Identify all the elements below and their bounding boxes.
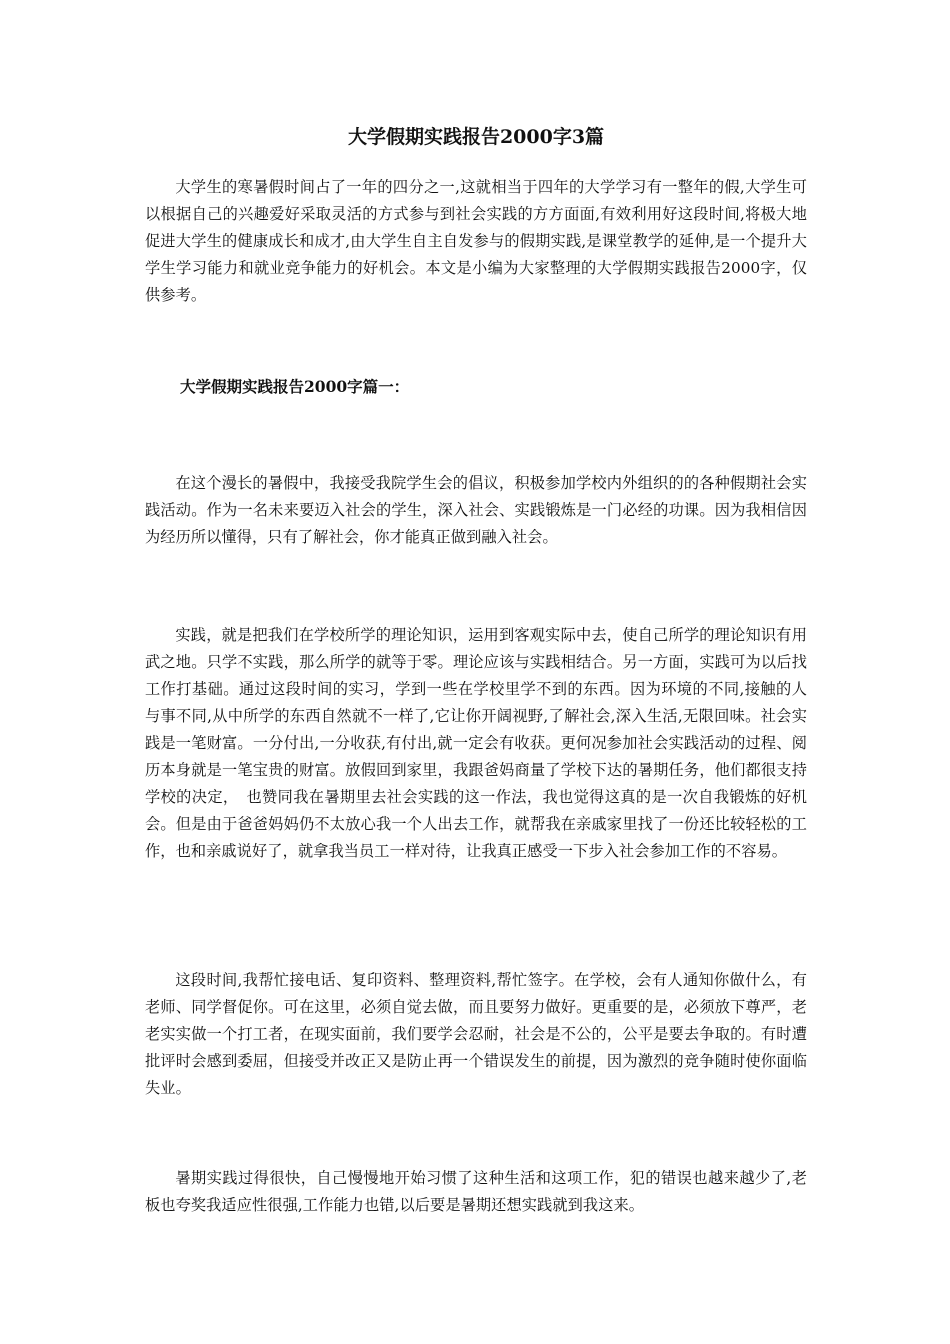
body-paragraph-3: 这段时间,我帮忙接电话、复印资料、整理资料,帮忙签字。在学校，会有人通知你做什么，有老师、同学督促你。可在这里，必须自觉去做，而且要努力做好。更重要的是，必须放下尊严，老老实实做一个打工者，在现实面前，我们要学会忍耐，社会是不公的，公平是要去争取的。有时遭批评时会感到委屈，但接受并改正又是防止再一个错误发生的前提，因为激烈的竞争随时使你面临失业。: [145, 971, 807, 1097]
document-title: 大学假期实践报告2000字3篇: [347, 126, 605, 148]
body-paragraph-2: 实践，就是把我们在学校所学的理论知识，运用到客观实际中去，使自己所学的理论知识有用武之地。只学不实践，那么所学的就等于零。理论应该与实践相结合。另一方面，实践可为以后找工作打基础。通过这段时间的实习，学到一些在学校里学不到的东西。因为环境的不同,接触的人与事不同,从中所学的东西自然就不一样了,它让你开阔视野,了解社会,深入生活,无限回味。社会实践是一笔财富。一分付出,一分收获,有付出,就一定会有收获。更何况参加社会实践活动的过程、阅历本身就是一笔宝贵的财富。放假回到家里，我跟爸妈商量了学校下达的暑期任务，他们都很支持学校的决定， 也赞同我在暑期里去社会实践的这一作法，我也觉得这真的是一次自我锻炼的好机会。但是由于爸爸妈妈仍不太放心我一个人出去工作，就帮我在亲戚家里找了一份还比较轻松的工作，也和亲戚说好了，就拿我当员工一样对待，让我真正感受一下步入社会参加工作的不容易。: [145, 626, 807, 860]
body-paragraph-1: 在这个漫长的暑假中，我接受我院学生会的倡议，积极参加学校内外组织的的各种假期社会实践活动。作为一名未来要迈入社会的学生，深入社会、实践锻炼是一门必经的功课。因为我相信因为经历所以懂得，只有了解社会，你才能真正做到融入社会。: [145, 474, 807, 546]
body-paragraph-4: 暑期实践过得很快，自己慢慢地开始习惯了这种生活和这项工作，犯的错误也越来越少了,老板也夸奖我适应性很强,工作能力也错,以后要是暑期还想实践就到我这来。: [145, 1169, 807, 1214]
section-heading: 大学假期实践报告2000字篇一：: [180, 377, 410, 396]
intro-paragraph: 大学生的寒暑假时间占了一年的四分之一,这就相当于四年的大学学习有一整年的假,大学生可以根据自己的兴趣爱好采取灵活的方式参与到社会实践的方方面面,有效利用好这段时间,将极大地促进大学生的健康成长和成才,由大学生自主自发参与的假期实践,是课堂教学的延伸,是一个提升大学生学习能力和就业竞争能力的好机会。本文是小编为大家整理的大学假期实践报告2000字，仅供参考。: [145, 178, 807, 304]
